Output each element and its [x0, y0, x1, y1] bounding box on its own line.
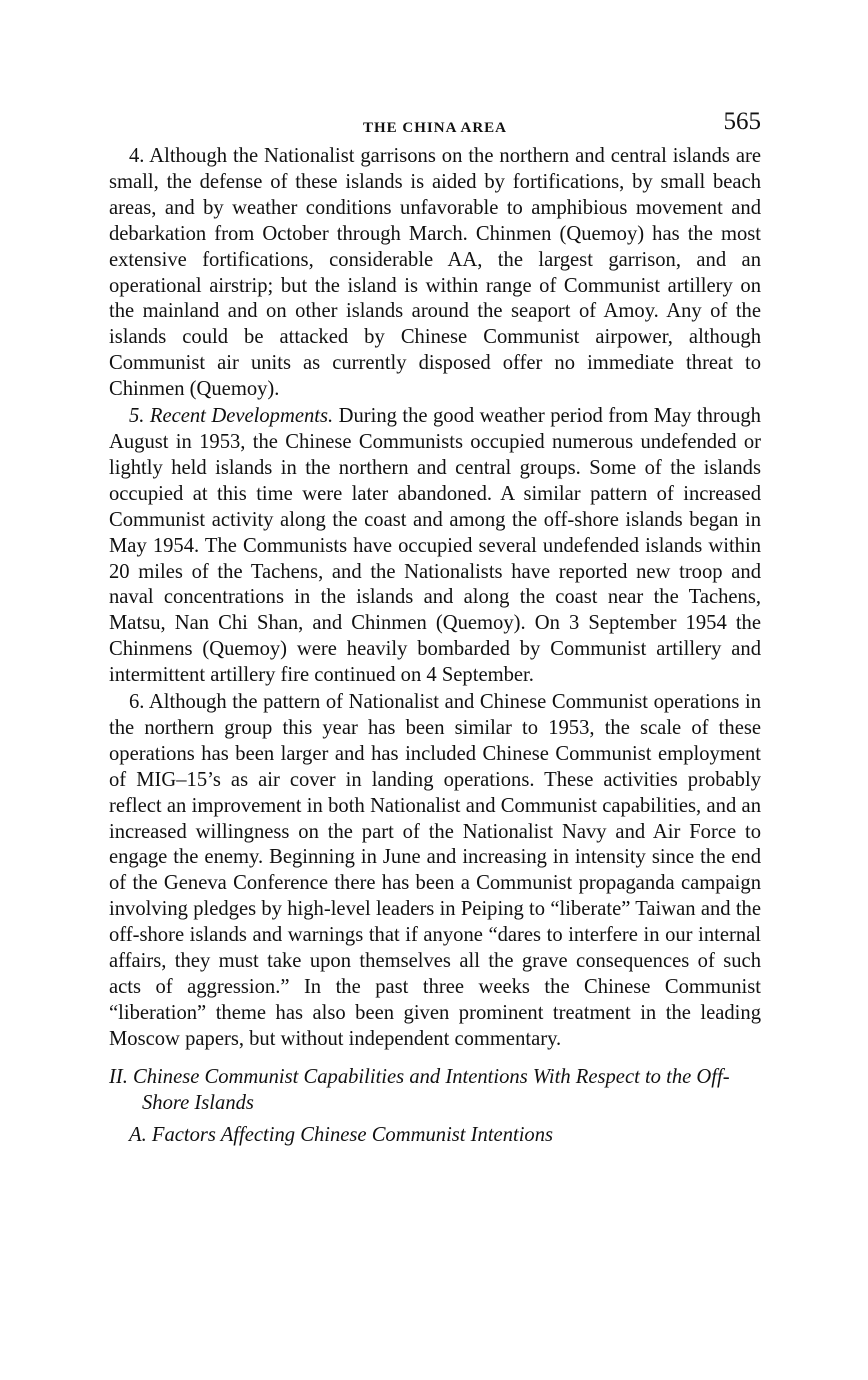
paragraph-5 — [109, 404, 761, 689]
page-number: 565 — [723, 108, 761, 135]
paragraph-4-text: 4. Although the Nationalist garrisons on the northern and central islands are small, the defense of these islands is aided by fortifications, by small beach areas, and by weather conditions unfavorable to amphibious movement and debarkation from October through March. Chinmen (Quemoy) has the most extensive fortifications, considerable AA, the largest garrison, and an operational airstrip; but the island is within range of Communist artillery on the mainland and on other islands around the seaport of Amoy. Any of the islands could be attacked by Chinese Communist airpower, although Communist air units as currently disposed offer no immediate threat to Chinmen (Quemoy). — [109, 145, 761, 401]
paragraph-6 — [109, 690, 761, 1053]
paragraph-5-text: During the good weather period from May through August in 1953, the Chinese Communists occupied numerous undefended or lightly held islands in the northern and central groups. Some of the islands occupied at this time were later abandoned. A similar pattern of increased Communist activity along the coast and among the off-shore islands began in May 1954. The Communists have occupied several undefended islands within 20 miles of the Tachens, and the Nationalists have reported new troop and naval concentrations in the islands and along the coast near the Tachens, Matsu, Nan Chi Shan, and Chinmen (Quemoy). On 3 September 1954 the Chinmens (Quemoy) were heavily bombarded by Communist artillery and intermittent artillery fire continued on 4 September. — [109, 405, 761, 687]
running-head — [109, 108, 761, 144]
paragraph-5-lead: 5. Recent Developments. — [129, 405, 334, 428]
running-title: THE CHINA AREA — [362, 120, 508, 136]
subsection-heading: A. Factors Affecting Chinese Communist Intentions — [129, 1123, 554, 1146]
paragraph-6-text: 6. Although the pattern of Nationalist and Chinese Communist operations in the northern group this year has been similar to 1953, the scale of these operations has been larger and has included Chinese Communist employment of MIG–15’s as air cover in landing operations. These activities probably reflect an improvement in both Nationalist and Communist capabilities, and an increased willingness on the part of the Nationalist Navy and Air Force to engage the enemy. Beginning in June and increasing in intensity since the end of the Geneva Conference there has been a Communist propaganda campaign involving pledges by high-level leaders in Peiping to “liberate” Taiwan and the off-shore islands and warnings that if anyone “dares to interfere in our internal affairs, they must take upon themselves all the grave consequences of such acts of aggression.” In the past three weeks the Chinese Communist “liberation” theme has also been given prominent treatment in the leading Moscow papers, but without independent commentary. — [109, 691, 761, 1050]
document-page — [109, 108, 761, 1148]
paragraph-4 — [109, 144, 761, 403]
section-heading: II. Chinese Communist Capabilities and Intentions With Respect to the Off-Shore Islands — [109, 1065, 730, 1114]
